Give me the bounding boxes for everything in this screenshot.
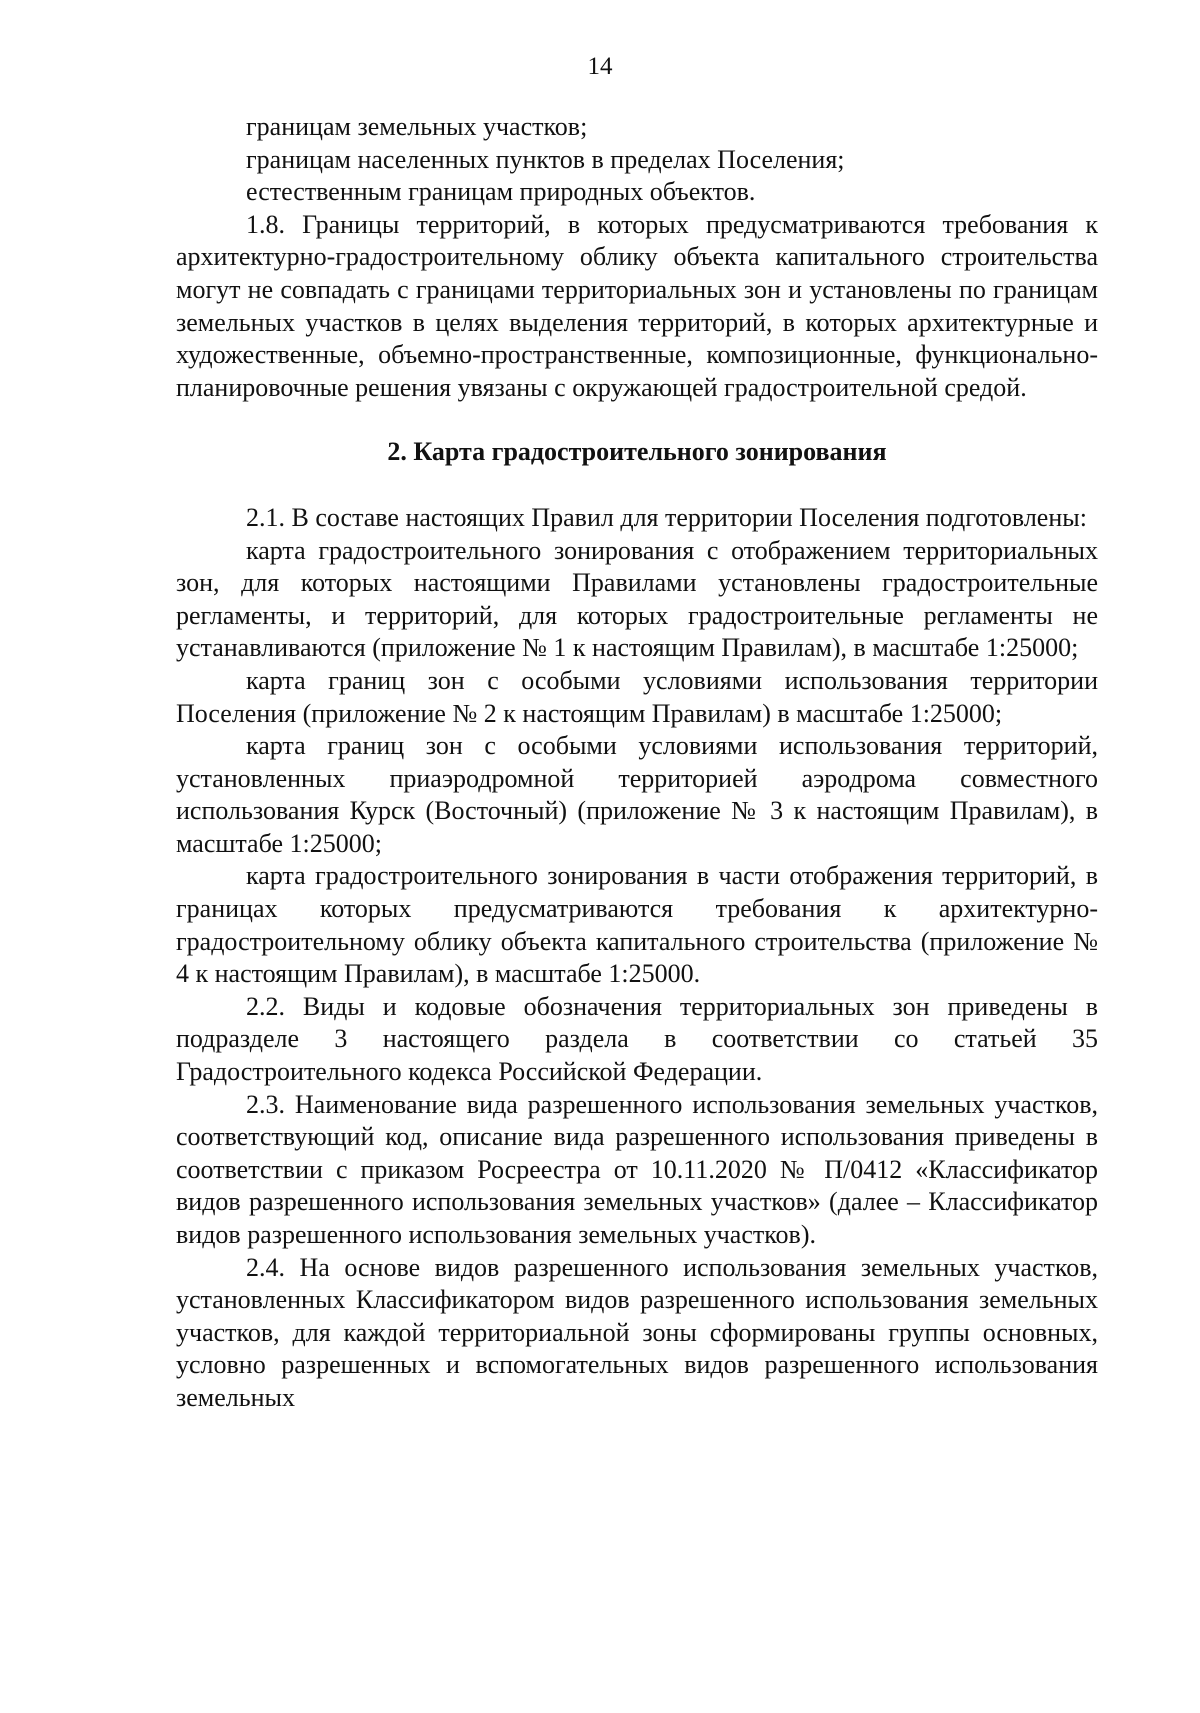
section-title: 2. Карта градостроительного зонирования	[387, 437, 887, 467]
map-list-item: карта границ зон с особыми условиями использования территории Поселения (приложение № 2 к настоящим Правилам) в масштабе 1:25000;	[176, 665, 1098, 728]
page-number: 14	[587, 53, 613, 80]
map-list-item: карта градостроительного зонирования с отображением территориальных зон, для которых настоящими Правилами установлены градостроительные регламенты, и территорий, для которых градостроительные регламенты не устанавливаются (приложение № 1 к настоящим Правилам), в масштабе 1:25000;	[176, 535, 1098, 663]
paragraph-1-8: 1.8. Границы территорий, в которых предусматриваются требования к архитектурно-градостроительному облику объекта капитального строительства могут не совпадать с границами территориальных зон и установлены по границам земельных участков в целях выделения территорий, в которых архитектурные и художественные, объемно-пространственные, композиционные, функционально-планировочные решения увязаны с окружающей градостроительной средой.	[176, 209, 1098, 402]
list-item: естественным границам природных объектов.	[246, 177, 756, 207]
map-list-item: карта границ зон с особыми условиями использования территорий, установленных приаэродромной территорией аэродрома совместного использования Курск (Восточный) (приложение № 3 к настоящим Правилам), в масштабе 1:25000;	[176, 731, 1098, 858]
list-item: границам населенных пунктов в пределах Поселения;	[246, 144, 845, 174]
paragraph-2-4: 2.4. На основе видов разрешенного использования земельных участков, установленных Классификатором видов разрешенного использования земельных участков, для каждой территориальной зоны сформированы группы основных, условно разрешенных и вспомогательных видов разрешенного использования земельных	[176, 1252, 1098, 1412]
map-list-item: карта градостроительного зонирования в части отображения территорий, в границах которых предусматриваются требования к архитектурно-градостроительному облику объекта капитального строительства (приложение № 4 к настоящим Правилам), в масштабе 1:25000.	[176, 861, 1098, 989]
document-body	[176, 111, 1098, 1415]
paragraph-2-3: 2.3. Наименование вида разрешенного использования земельных участков, соответствующий код, описание вида разрешенного использования приведены в соответствии с приказом Росреестра от 10.11.2020 № П/0412 «Классификатор видов разрешенного использования земельных участков» (далее – Классификатор видов разрешенного использования земельных участков).	[176, 1089, 1098, 1249]
paragraph-2-1: 2.1. В составе настоящих Правил для территории Поселения подготовлены:	[246, 502, 1087, 532]
list-item: границам земельных участков;	[246, 112, 588, 141]
paragraph-2-2: 2.2. Виды и кодовые обозначения территориальных зон приведены в подразделе 3 настоящего раздела в соответствии со статьей 35 Градостроительного кодекса Российской Федерации.	[176, 991, 1098, 1087]
